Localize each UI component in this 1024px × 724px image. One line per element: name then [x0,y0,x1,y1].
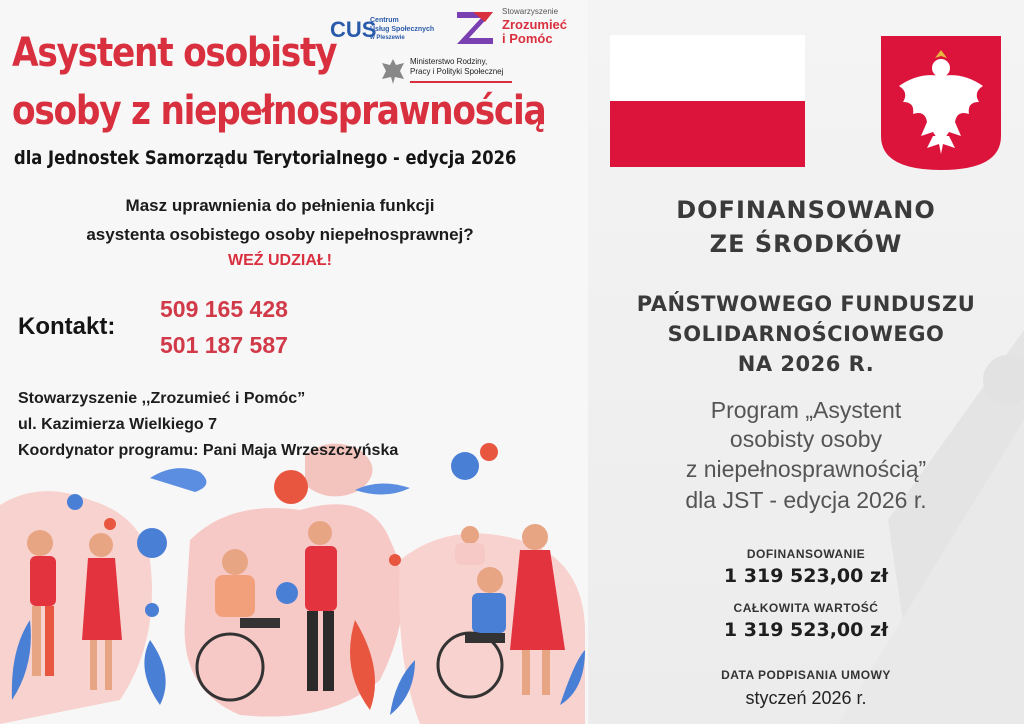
fund-line-3: NA 2026 R. [737,352,875,376]
call-to-action: WEŹ UDZIAŁ! [228,252,332,269]
title-line-2: osoby z niepełnosprawnością [12,88,546,134]
ministry-line-2: Pracy i Polityki Społecznej [410,67,504,76]
program-line-1: Program „Asystent [710,397,902,423]
ministry-line-1: Ministerstwo Rodziny, [410,57,488,66]
funding-value: 1 319 523,00 zł [723,565,889,587]
cus-logo-icon [330,12,377,44]
question-line-1: Masz uprawnienia do pełnienia funkcji [125,196,435,215]
subtitle: dla Jednostek Samorządu Terytorialnego - edycja 2026 [14,147,517,169]
ministry-underline [410,81,512,83]
question-line-2: asystenta osobistego osoby niepełnosprawnej? [86,225,474,244]
funded-line-1: DOFINANSOWANO [676,196,936,224]
association-name [502,18,567,46]
association-name-line-2: i Pomóc [502,31,553,46]
total-value: 1 319 523,00 zł [723,619,889,641]
association-logo-icon [455,8,497,46]
cus-line-2: Usług Społecznych [370,26,435,33]
cus-line-1: Centrum [370,17,399,24]
total-label: CAŁKOWITA WARTOŚĆ [733,601,879,615]
cus-mark-text: CUS [330,17,377,42]
contact-label: Kontakt: [18,313,116,340]
title-line-1: Asystent osobisty [12,30,337,76]
program-line-2: osobisty osoby [729,426,883,452]
association-small-text: Stowarzyszenie [502,7,559,16]
address-line-3: Koordynator programu: Pani Maja Wrzeszczyńska [18,442,399,459]
cus-logo-text [370,16,434,43]
program-line-4: dla JST - edycja 2026 r. [685,487,927,513]
fund-line-2: SOLIDARNOŚCIOWEGO [667,322,945,346]
phone-number-2[interactable]: 501 187 587 [160,332,288,358]
phone-number-1[interactable]: 509 165 428 [160,296,288,322]
ministry-eagle-icon [380,57,406,85]
date-label: DATA PODPISANIA UMOWY [721,668,891,682]
fund-line-1: PAŃSTWOWEGO FUNDUSZU [636,292,976,316]
program-line-3: z niepełnosprawnością” [685,456,927,482]
date-value: styczeń 2026 r. [745,688,867,708]
poland-flag-icon [610,35,805,167]
funded-line-2: ZE ŚRODKÓW [709,230,903,258]
ministry-text [410,57,503,77]
funding-label: DOFINANSOWANIE [746,547,866,561]
poland-emblem-icon [881,36,1001,170]
address-line-1: Stowarzyszenie ,,Zrozumieć i Pomóc” [18,390,306,407]
address-line-2: ul. Kazimierza Wielkiego 7 [18,416,218,433]
association-name-line-1: Zrozumieć [502,17,568,32]
cus-line-3: w Pleszewie [370,35,405,41]
